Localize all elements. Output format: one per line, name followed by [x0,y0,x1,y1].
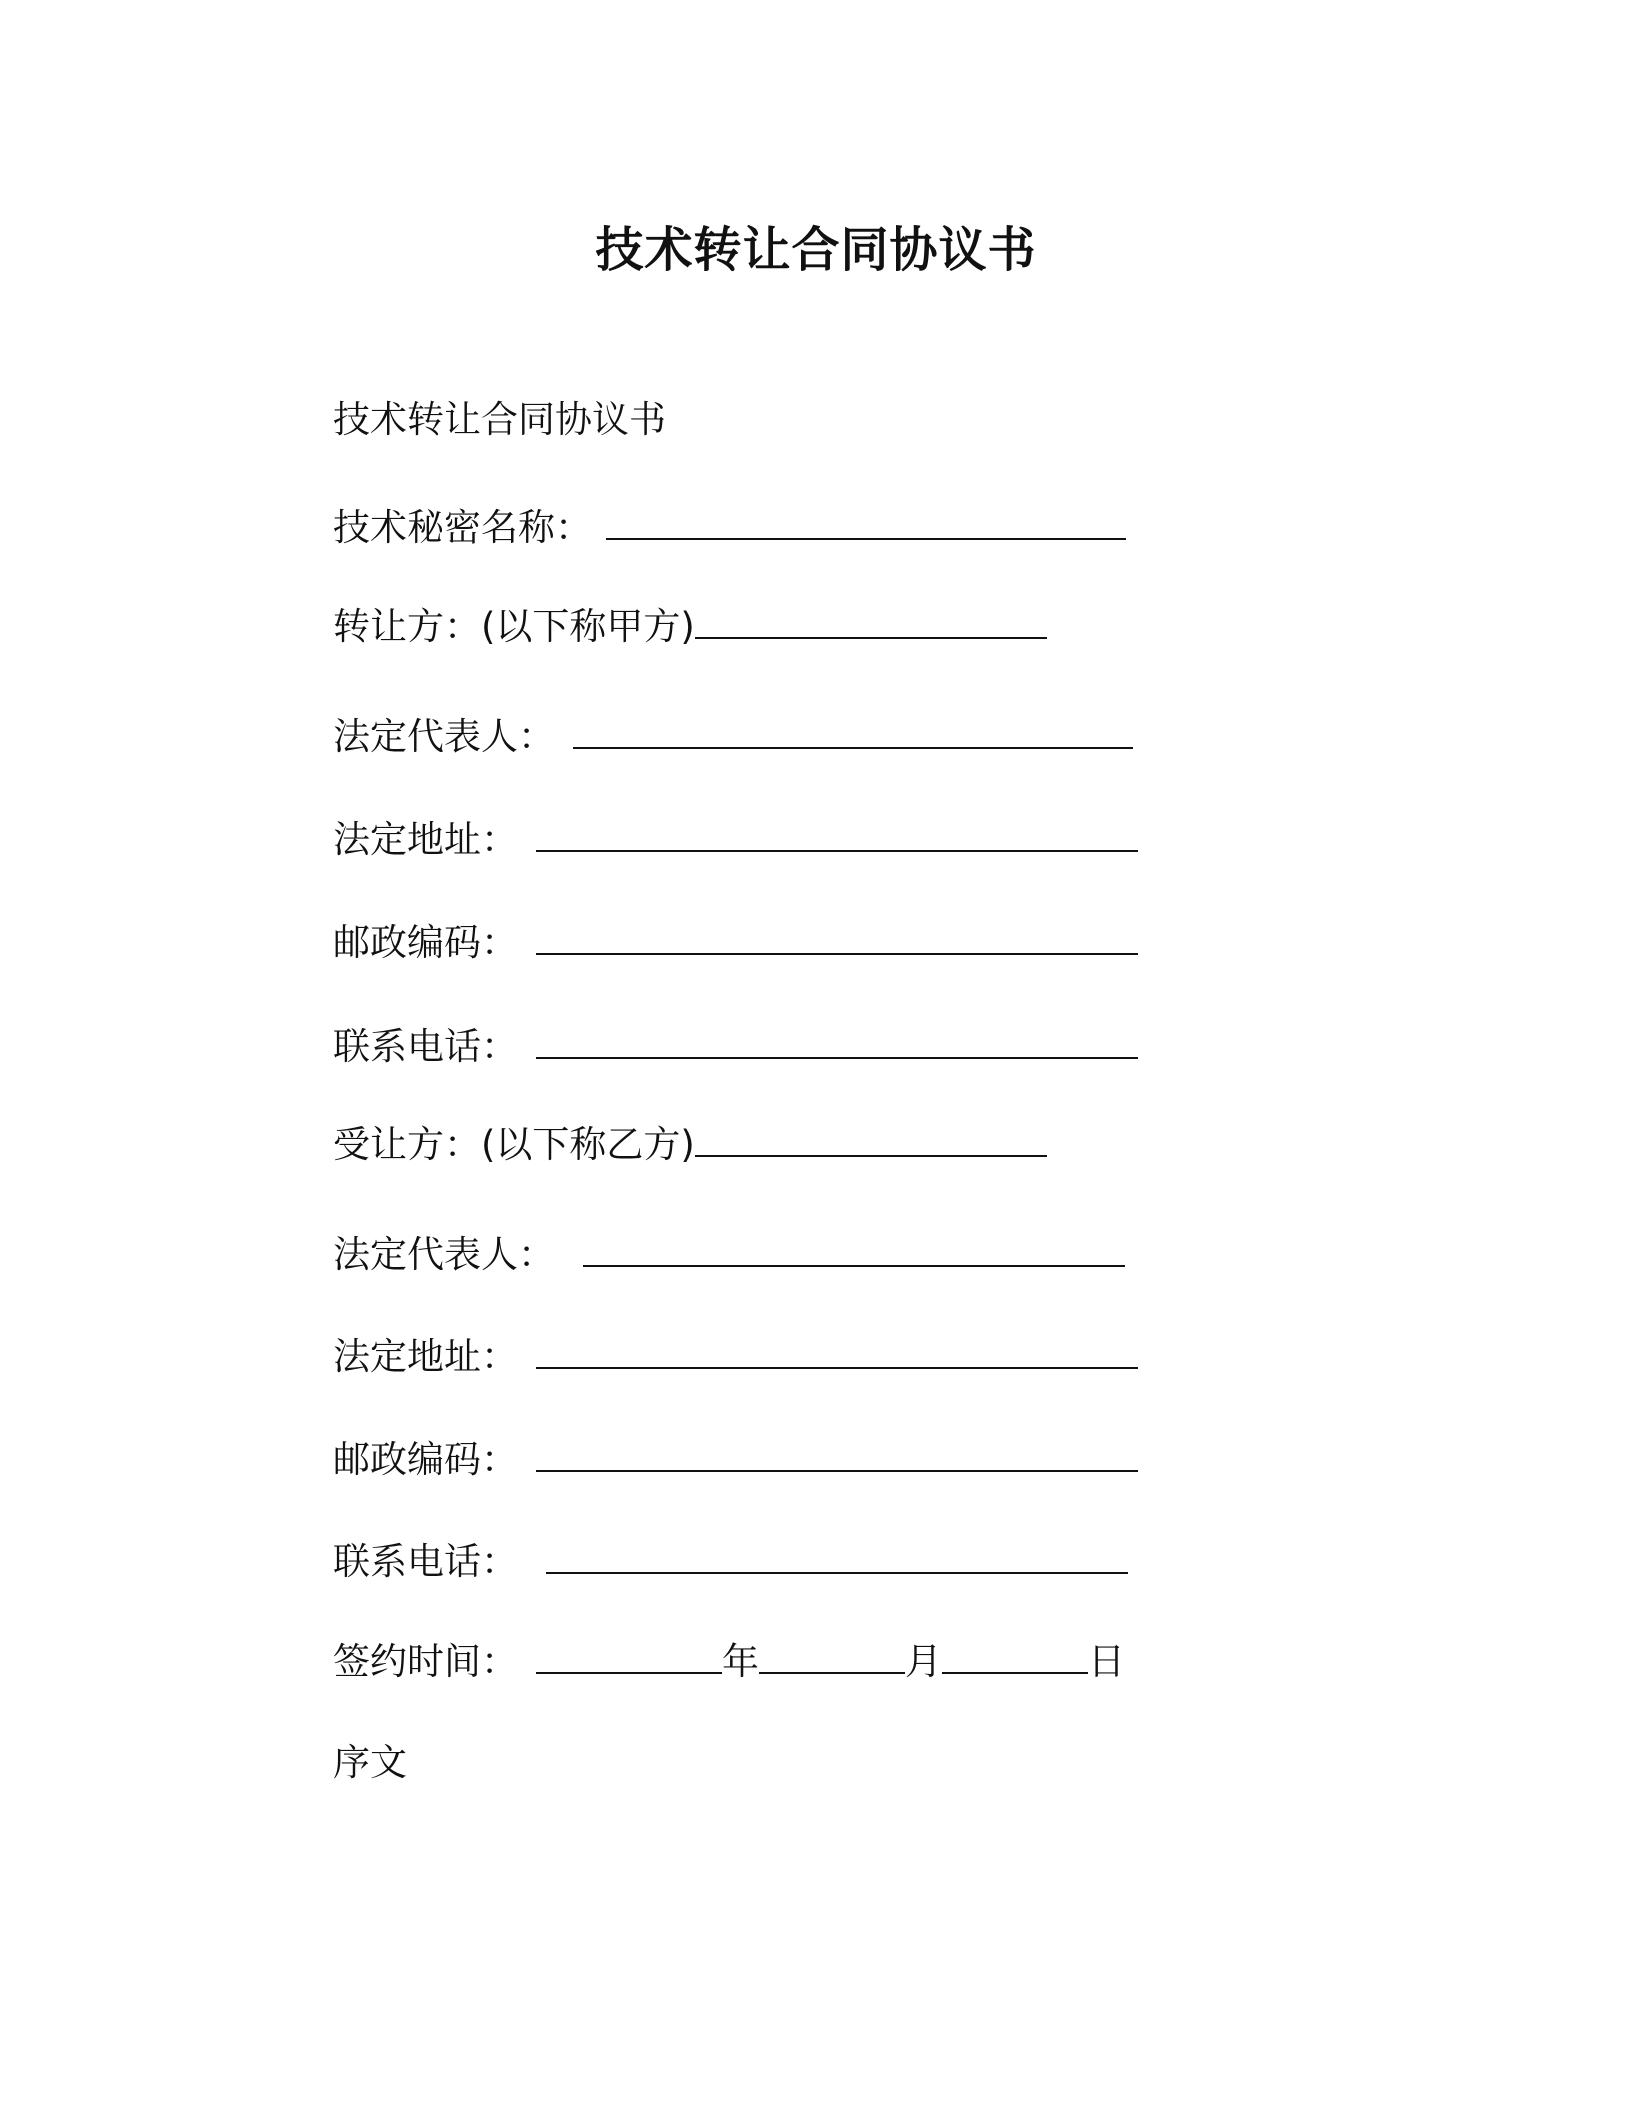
tech-secret-name-row [333,503,1126,553]
party-a-phone-label: 联系电话： [333,1025,518,1068]
party-a-postal-label: 邮政编码： [333,921,518,964]
party-a-address-label: 法定地址： [333,818,518,861]
party-b-phone-row [333,1537,1128,1587]
preface-heading: 序文 [333,1741,407,1784]
transferor-label: 转让方：(以下称甲方) [333,605,695,648]
party-a-address-blank[interactable] [536,816,1138,852]
signing-year-blank[interactable] [536,1638,722,1674]
party-b-address-row [333,1332,1138,1382]
signing-day-blank[interactable] [942,1638,1088,1674]
party-b-legal-rep-label: 法定代表人： [333,1233,555,1276]
tech-secret-name-label: 技术秘密名称： [333,506,592,549]
transferor-row [333,602,1047,652]
transferor-blank[interactable] [695,603,1047,639]
party-b-postal-label: 邮政编码： [333,1438,518,1481]
signing-date-row [333,1637,1125,1687]
party-a-address-row [333,815,1138,865]
document-subtitle: 技术转让合同协议书 [333,398,666,441]
party-a-phone-blank[interactable] [536,1023,1138,1059]
party-a-postal-row [333,918,1138,968]
party-b-address-label: 法定地址： [333,1335,518,1378]
party-b-phone-label: 联系电话： [333,1540,518,1583]
document-title: 技术转让合同协议书 [595,222,1037,278]
transferee-label: 受让方：(以下称乙方) [333,1123,695,1166]
transferee-blank[interactable] [695,1121,1047,1157]
party-b-postal-blank[interactable] [536,1436,1138,1472]
party-b-address-blank[interactable] [536,1333,1138,1369]
signing-year-label: 年 [722,1640,759,1683]
party-a-legal-rep-label: 法定代表人： [333,715,555,758]
signing-month-label: 月 [905,1640,942,1683]
tech-secret-name-blank[interactable] [606,504,1126,540]
party-b-postal-row [333,1435,1138,1485]
party-b-legal-rep-row [333,1230,1125,1280]
party-a-legal-rep-blank[interactable] [573,713,1133,749]
signing-day-label: 日 [1088,1640,1125,1683]
transferee-row [333,1120,1047,1170]
party-b-phone-blank[interactable] [546,1538,1128,1574]
party-b-legal-rep-blank[interactable] [583,1231,1125,1267]
party-a-postal-blank[interactable] [536,919,1138,955]
party-a-phone-row [333,1022,1138,1072]
signing-month-blank[interactable] [759,1638,905,1674]
signing-date-label: 签约时间： [333,1640,518,1683]
party-a-legal-rep-row [333,712,1133,762]
